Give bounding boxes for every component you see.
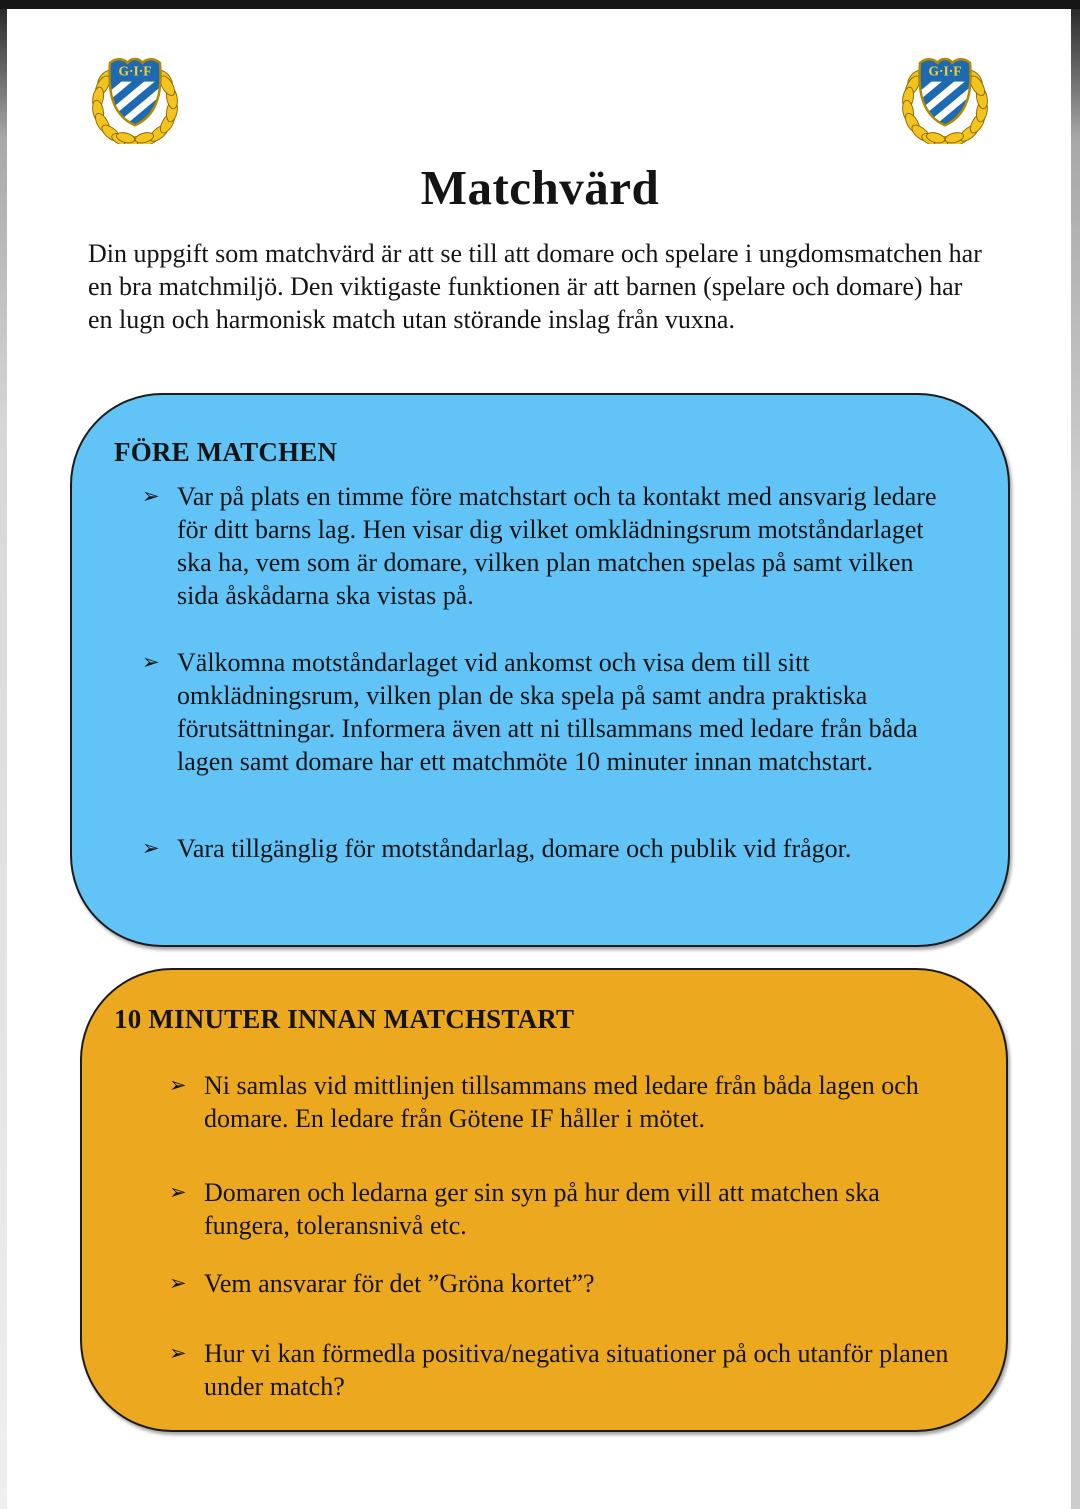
bullet-item xyxy=(142,480,956,612)
intro-paragraph: Din uppgift som matchvärd är att se till att domare och spelare i ungdomsmatchen har en bra matchmiljö. Den viktigaste funktionen är att barnen (spelare och domare) har en lugn och harmonisk match utan störande inslag från vuxna. xyxy=(88,239,982,334)
bullet-text: Hur vi kan förmedla positiva/negativa situationer på och utanför planen under match? xyxy=(204,1339,949,1401)
arrow-bullet-icon: ➢ xyxy=(169,1180,187,1204)
bullet-text: Domaren och ledarna ger sin syn på hur dem vill att matchen ska fungera, toleransnivå etc. xyxy=(204,1178,880,1240)
viewer-left-edge xyxy=(0,9,7,1509)
bullet-item xyxy=(169,1267,962,1300)
bullet-text: Var på plats en timme före matchstart och ta kontakt med ansvarig ledare för ditt barns lag. Hen visar dig vilket omklädningsrum motståndarlaget ska ha, vem som är domare, vilken plan matchen spelas på samt vilken sida åskådarna ska vistas på. xyxy=(177,482,937,610)
viewer-right-edge xyxy=(1071,9,1080,1509)
bullet-list xyxy=(142,480,956,865)
section-before-match xyxy=(70,393,1010,947)
section-heading: FÖRE MATCHEN xyxy=(114,437,338,467)
arrow-bullet-icon: ➢ xyxy=(142,650,160,674)
page-title: Matchvärd xyxy=(420,159,660,215)
arrow-bullet-icon: ➢ xyxy=(169,1341,187,1365)
club-crest-icon xyxy=(83,40,187,144)
bullet-text: Välkomna motståndarlaget vid ankomst och visa dem till sitt omklädningsrum, vilken plan de ska spela på samt andra praktiska förutsättningar. Informera även att ni tillsammans med ledare från båda lagen samt domare har ett matchmöte 10 minuter innan matchstart. xyxy=(177,648,918,776)
club-initials: G·I·F xyxy=(118,63,152,79)
bullet-item xyxy=(169,1176,962,1242)
bullet-item xyxy=(169,1337,962,1403)
arrow-bullet-icon: ➢ xyxy=(169,1073,187,1097)
bullet-text: Vara tillgänglig för motståndarlag, domare och publik vid frågor. xyxy=(177,834,852,863)
arrow-bullet-icon: ➢ xyxy=(169,1271,187,1295)
bullet-item xyxy=(142,646,956,778)
arrow-bullet-icon: ➢ xyxy=(142,484,160,508)
bullet-item xyxy=(169,1069,962,1135)
viewer-top-edge xyxy=(0,0,1080,9)
bullet-list xyxy=(169,1069,962,1403)
club-crest-icon xyxy=(893,40,997,144)
section-heading: 10 MINUTER INNAN MATCHSTART xyxy=(114,1004,575,1034)
bullet-item xyxy=(142,832,956,865)
section-ten-minutes-before xyxy=(80,968,1008,1432)
bullet-text: Vem ansvarar för det ”Gröna kortet”? xyxy=(204,1269,595,1298)
bullet-text: Ni samlas vid mittlinjen tillsammans med ledare från båda lagen och domare. En ledare från Götene IF håller i mötet. xyxy=(204,1071,919,1133)
arrow-bullet-icon: ➢ xyxy=(142,836,160,860)
